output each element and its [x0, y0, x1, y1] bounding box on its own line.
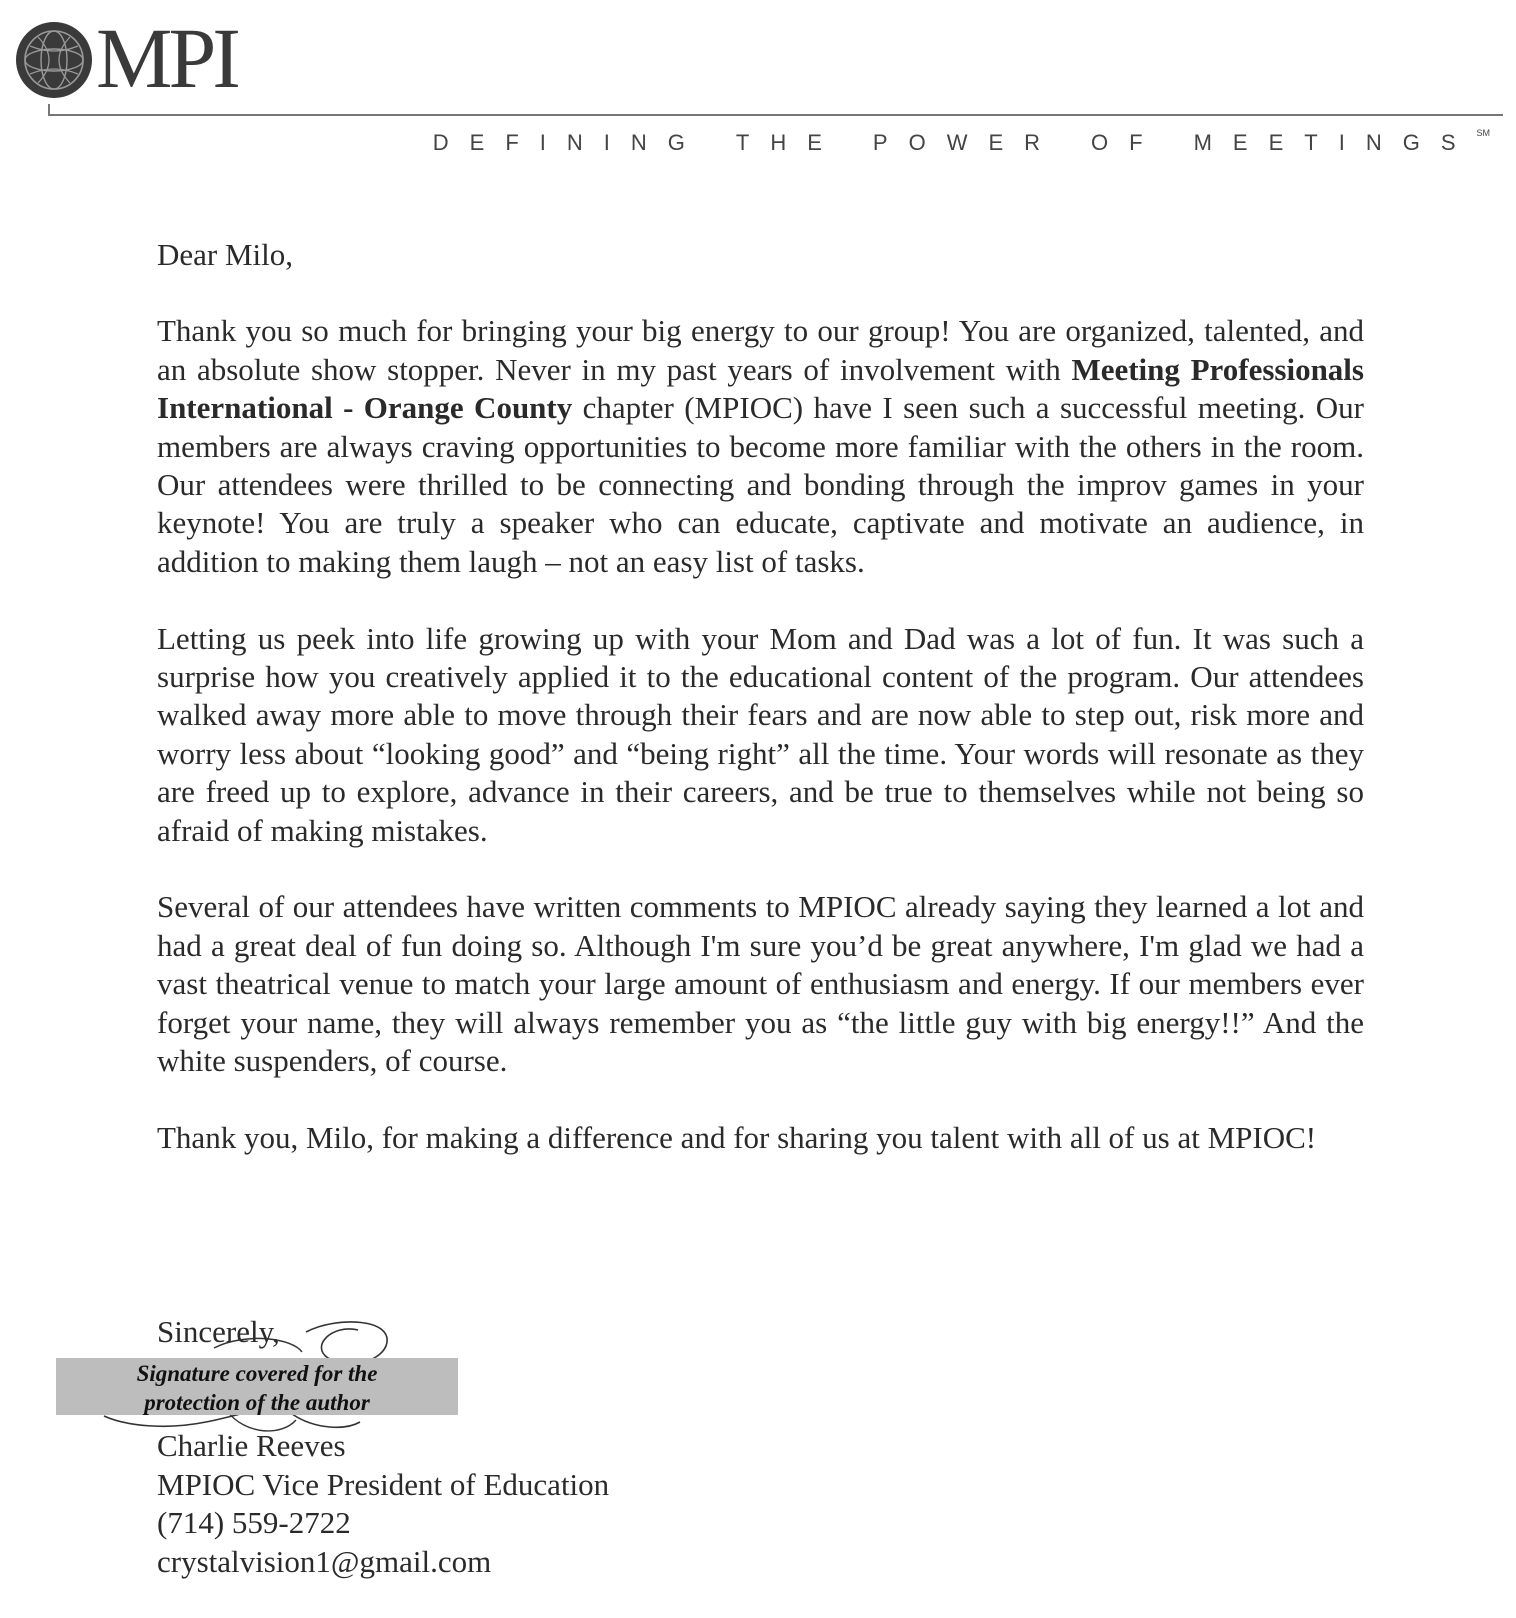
tagline-word: MEETINGS: [1193, 130, 1477, 155]
signature-cover-box: [56, 1358, 458, 1415]
signature-cover-line: Signature covered for the: [136, 1361, 378, 1386]
closing: Sincerely,: [157, 1314, 280, 1349]
tagline-word: DEFINING: [432, 130, 706, 155]
tagline-word: THE: [735, 130, 843, 155]
paragraph-3: Several of our attendees have written comments to MPIOC already saying they learned a lot and had a great deal of fun doing so. Although I'm sure you’d be great anywhere, I'm glad we had a vast theatrical venue to match your large amount of enthusiasm and energy. If our members ever forget your name, they will always remember you as “the little guy with big energy!!” And the white suspenders, of course.: [157, 889, 1364, 1079]
organization-name: Meeting Professionals International - Orange County: [157, 351, 1364, 426]
logo-wordmark: MPI: [96, 10, 237, 106]
signer-email: crystalvision1@gmail.com: [157, 1543, 492, 1579]
service-mark: SM: [1476, 128, 1490, 138]
paragraph-4: Thank you, Milo, for making a difference and for sharing you talent with all of us at MPIOC!: [157, 1119, 1317, 1155]
paragraph-1-end: chapter (MPIOC) have I seen such a successful meeting. Our members are always craving opportunities to become more familiar with the others in the room. Our attendees were thrilled to be connecting and bonding through the improv games in your keynote! You are truly a speaker who can educate, captivate and motivate an audience, in addition to making them laugh – not an easy list of tasks.: [157, 390, 1364, 579]
tagline: [433, 130, 1490, 156]
paragraph-1-start: Thank you so much for bringing your big energy to our group! You are organized, talented, and an absolute show stopper. Never in my past years of involvement with: [157, 313, 1364, 387]
signature-block: [157, 1427, 609, 1581]
letterhead: [0, 0, 1516, 160]
letter-body: [157, 236, 1364, 1196]
salutation: Dear Milo,: [157, 237, 294, 272]
paragraph-1: [157, 312, 1364, 581]
signer-title: MPIOC Vice President of Education: [157, 1466, 610, 1502]
signer-name: Charlie Reeves: [157, 1428, 346, 1463]
tagline-word: POWER: [872, 130, 1062, 155]
paragraph-2: Letting us peek into life growing up with your Mom and Dad was a lot of fun. It was such a surprise how you creatively applied it to the educational content of the program. Our attendees walked away more able to move through their fears and are now able to step out, risk more and worry less about “looking good” and “being right” all the time. Your words will resonate as they are freed up to explore, advance in their careers, and be true to themselves while not being so afraid of making mistakes.: [157, 620, 1364, 848]
tagline-word: OF: [1091, 130, 1164, 155]
globe-logo-icon: [14, 20, 94, 100]
signer-phone: (714) 559-2722: [157, 1505, 351, 1541]
signature-cover-line: protection of the author: [144, 1390, 370, 1415]
header-rule: [48, 114, 1503, 116]
